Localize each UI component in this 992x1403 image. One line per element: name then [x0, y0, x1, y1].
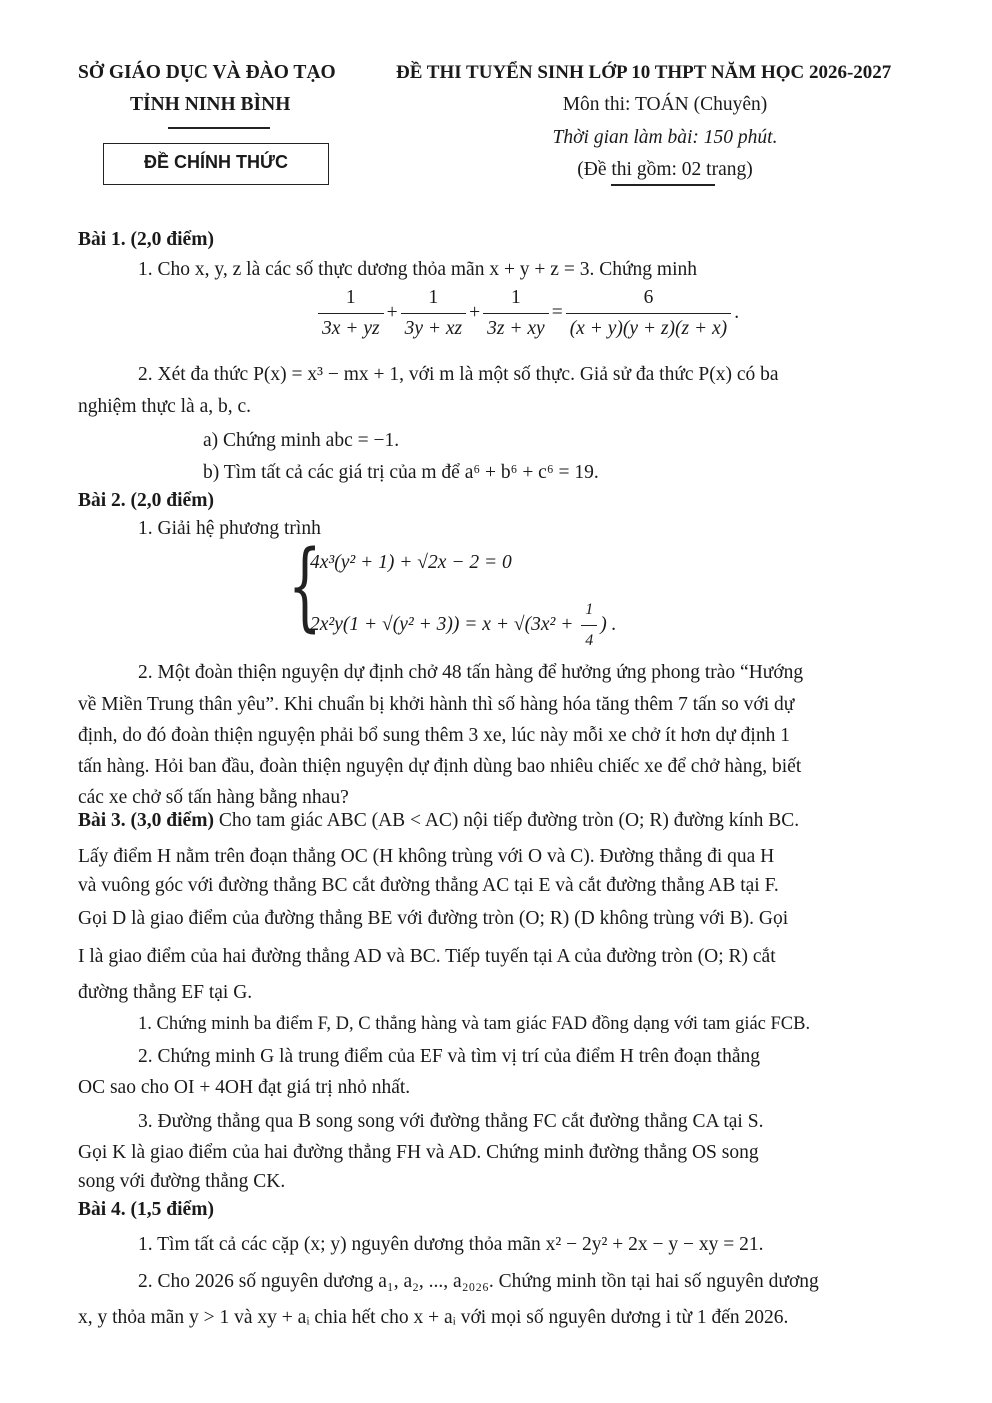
bai2-q2-line5: các xe chở số tấn hàng bằng nhau? [78, 787, 349, 808]
frac-4: $\frac{6}{(x + y)(y + z)(z + x)}$ [566, 286, 732, 341]
system-eq1: 4x³(y² + 1) + √2x − 2 = 0 [310, 552, 512, 573]
bai3-intro-1: Cho tam giác ABC (AB < AC) nội tiếp đường tròn (O; R) đường kính BC. [218, 810, 800, 831]
exam-subject [500, 94, 830, 116]
bai4-q2-line1: 2. Cho 2026 số nguyên dương a₁, a₂, ..., a₂₀₂₆. Chứng minh tồn tại hai số nguyên dương [138, 1271, 819, 1292]
bai2-title: Bài 2. (2,0 điểm) [78, 490, 214, 511]
bai1-title: Bài 1. (2,0 điểm) [78, 229, 214, 250]
bai3-q3-line1: 3. Đường thẳng qua B song song với đường thẳng FC cắt đường thẳng CA tại S. [138, 1111, 764, 1132]
bai4-q2-line2: x, y thỏa mãn y > 1 và xy + aᵢ chia hết cho x + aᵢ với mọi số nguyên dương i từ 1 đến 2026. [78, 1307, 789, 1328]
bai3-q3-line2: Gọi K là giao điểm của hai đường thẳng FH và AD. Chứng minh đường thẳng OS song [78, 1142, 759, 1163]
bai2-q2-line1: 2. Một đoàn thiện nguyện dự định chở 48 tấn hàng để hưởng ứng phong trào “Hướng [138, 662, 804, 683]
dept-name: SỞ GIÁO DỤC VÀ ĐÀO TẠO [78, 62, 336, 83]
system-eq2: 2x²y(1 + √(y² + 3)) = x + √(3x² + $\frac{1}{4}$ ) . [310, 598, 616, 653]
bai1-formula: $\frac{1}{3x + yz}$ + $\frac{1}{3y + xz}$ + $\frac{1}{3z + xy}$ = $\frac{6}{(x + y)(y + z)(z + x)}$ . [315, 286, 739, 341]
official-label: ĐỀ CHÍNH THỨC [144, 152, 288, 172]
system-brace: { [288, 530, 322, 642]
exam-pages: (Đề thi gồm: 02 trang) [577, 159, 753, 180]
bai2-q2-line4: tấn hàng. Hỏi ban đầu, đoàn thiện nguyện dự định dùng bao nhiêu chiếc xe để chở hàng, biết [78, 756, 802, 777]
frac-1: $\frac{1}{3x + yz}$ [318, 286, 384, 341]
bai1-q2-line2: nghiệm thực là a, b, c. [78, 396, 252, 417]
subject-text: Môn thi: TOÁN (Chuyên) [562, 94, 768, 115]
exam-time: Thời gian làm bài: 150 phút. [552, 127, 778, 148]
bai3-q2-line1: 2. Chứng minh G là trung điểm của EF và tìm vị trí của điểm H trên đoạn thẳng [138, 1046, 760, 1067]
bai4-q1: 1. Tìm tất cả các cặp (x; y) nguyên dương thỏa mãn x² − 2y² + 2x − y − xy = 21. [138, 1234, 764, 1255]
bai3-intro-5: I là giao điểm của hai đường thẳng AD và BC. Tiếp tuyến tại A của đường tròn (O; R) cắt [78, 946, 776, 967]
bai2-q2-line2: về Miền Trung thân yêu”. Khi chuẩn bị khởi hành thì số hàng hóa tăng thêm 7 tấn so với dự [78, 694, 795, 715]
bai3-q3-line3: song với đường thẳng CK. [78, 1171, 286, 1192]
bai3-intro-3: và vuông góc với đường thẳng BC cắt đường thẳng AC tại E và cắt đường thẳng AB tại F. [78, 875, 779, 896]
bai3-intro-4: Gọi D là giao điểm của đường thẳng BE với đường tròn (O; R) (D không trùng với B). Gọi [78, 908, 789, 929]
frac-3: $\frac{1}{3z + xy}$ [483, 286, 549, 341]
bai3-line1 [78, 805, 918, 837]
bai4-title: Bài 4. (1,5 điểm) [78, 1199, 214, 1220]
header-underline [168, 127, 270, 129]
bai3-q2-line2: OC sao cho OI + 4OH đạt giá trị nhỏ nhất. [78, 1077, 411, 1098]
bai1-qb: b) Tìm tất cả các giá trị của m để a⁶ + b⁶ + c⁶ = 19. [203, 462, 599, 483]
bai3-intro-2: Lấy điểm H nằm trên đoạn thẳng OC (H không trùng với O và C). Đường thẳng đi qua H [78, 846, 775, 867]
exam-title: ĐỀ THI TUYỂN SINH LỚP 10 THPT NĂM HỌC 2026-2027 [396, 62, 892, 83]
bai1-q2-line1: 2. Xét đa thức P(x) = x³ − mx + 1, với m là một số thực. Giả sử đa thức P(x) có ba [138, 364, 779, 385]
pages-underline [611, 184, 715, 186]
bai2-q1: 1. Giải hệ phương trình [138, 518, 321, 539]
bai3-intro-6: đường thẳng EF tại G. [78, 982, 253, 1003]
bai1-qa: a) Chứng minh abc = −1. [203, 430, 400, 451]
bai1-q1: 1. Cho x, y, z là các số thực dương thỏa mãn x + y + z = 3. Chứng minh [138, 259, 697, 280]
bai3-title: Bài 3. (3,0 điểm) [78, 810, 214, 831]
province-name: TỈNH NINH BÌNH [130, 94, 291, 115]
bai2-q2-line3: định, do đó đoàn thiện nguyện phải bổ sung thêm 3 xe, lúc này mỗi xe chở ít hơn dự định 1 [78, 725, 790, 746]
bai3-q1: 1. Chứng minh ba điểm F, D, C thẳng hàng và tam giác FAD đồng dạng với tam giác FCB. [138, 1014, 811, 1034]
frac-2: $\frac{1}{3y + xz}$ [401, 286, 467, 341]
